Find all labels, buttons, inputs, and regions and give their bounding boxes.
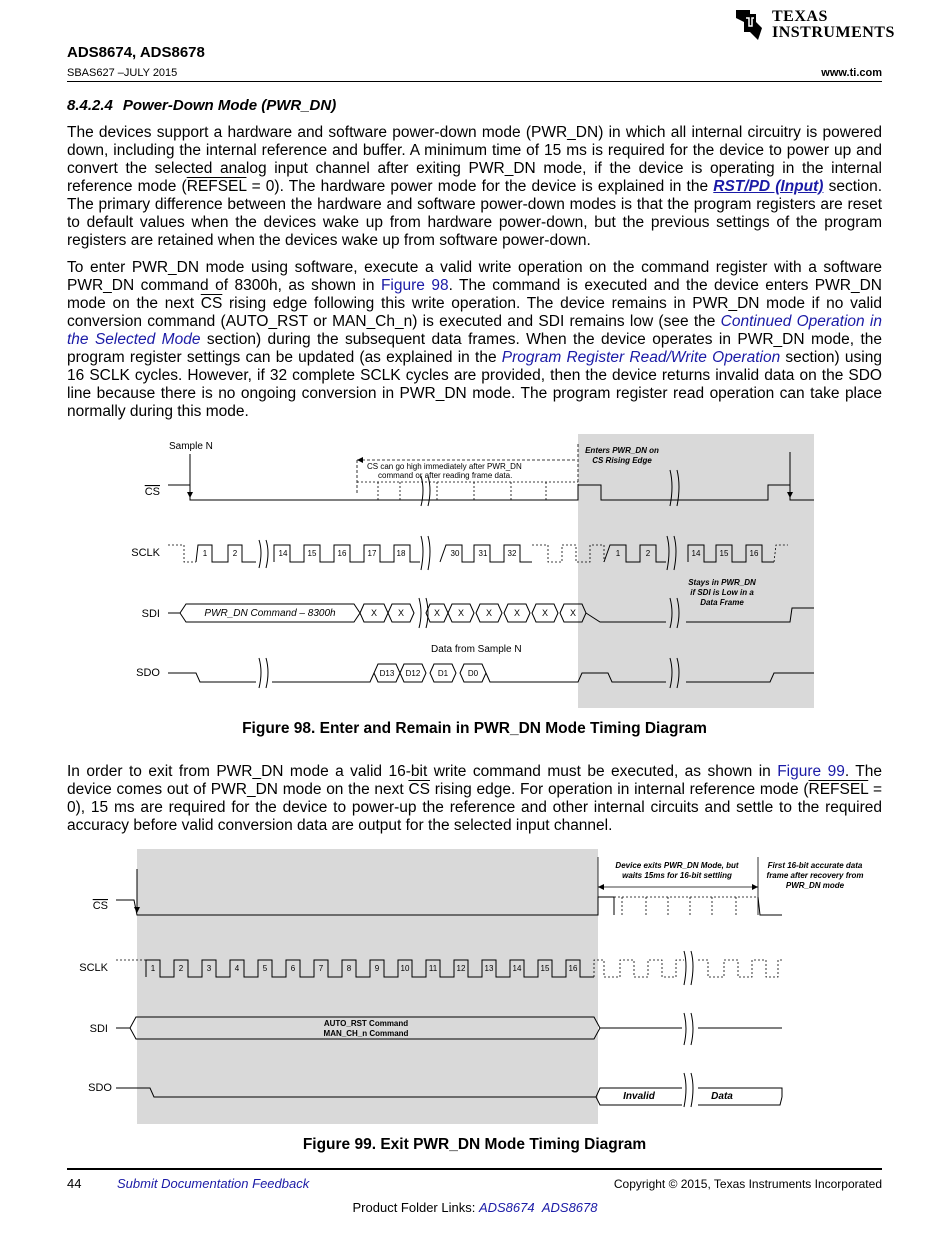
sdo-d13: D13 bbox=[379, 669, 395, 678]
logo-line-2: INSTRUMENTS bbox=[772, 24, 895, 41]
stays-pwrdn-line-2: if SDI is Low in a bbox=[690, 588, 754, 597]
f98-sclk-2b: 2 bbox=[645, 549, 651, 558]
figure-98-link[interactable]: Figure 98 bbox=[380, 277, 449, 294]
f98-sclk-1: 1 bbox=[202, 549, 208, 558]
sdi-auto-rst: AUTO_RST Command bbox=[323, 1019, 409, 1028]
sdo-d1: D1 bbox=[437, 669, 449, 678]
cs-signal: $\overline{CS}$ bbox=[200, 295, 223, 312]
f98-sclk-15: 15 bbox=[307, 549, 317, 558]
rst-pd-link[interactable]: RST/PD (Input) bbox=[713, 178, 824, 195]
continued-operation-link[interactable]: Continued Operation in the Selected Mode bbox=[67, 313, 882, 348]
first-frame-line-1: First 16-bit accurate data bbox=[767, 861, 863, 870]
f99-sclk-10: 10 bbox=[400, 964, 410, 973]
stays-pwrdn-line-1: Stays in PWR_DN bbox=[688, 578, 756, 587]
enters-pwrdn-line-2: CS Rising Edge bbox=[592, 456, 652, 465]
cs-note-line-1: CS can go high immediately after PWR_DN bbox=[367, 462, 522, 471]
para3-text-c: rising edge. For operation in internal reference mode ( bbox=[429, 781, 809, 798]
product-folder-links bbox=[0, 1200, 950, 1215]
f98-sclk-2: 2 bbox=[232, 549, 238, 558]
sdo-d12: D12 bbox=[405, 669, 421, 678]
sdi-x-3: X bbox=[433, 608, 441, 618]
program-register-link[interactable]: Program Register Read/Write Operation bbox=[501, 349, 781, 366]
para2-text-a: To enter PWR_DN mode using software, execute a valid write operation on the command register with a software PWR_DN command of 8300h, as shown in bbox=[67, 259, 882, 294]
para3-text-b: . The device comes out of PWR_DN mode on the next bbox=[67, 763, 882, 798]
paragraph-2 bbox=[67, 259, 882, 421]
first-frame-line-2: frame after recovery from bbox=[766, 871, 864, 880]
figure-98-diagram bbox=[0, 430, 950, 715]
f98-sclk-32: 32 bbox=[507, 549, 517, 558]
f99-sclk-4: 4 bbox=[234, 964, 240, 973]
fig99-label-sdi: SDI bbox=[89, 1023, 108, 1035]
logo-line-1: TEXAS bbox=[772, 8, 828, 25]
product-folder-label: Product Folder Links: bbox=[352, 1200, 479, 1215]
exit-note-line-2: waits 15ms for 16-bit settling bbox=[622, 871, 732, 880]
feedback-link[interactable]: Submit Documentation Feedback bbox=[117, 1176, 310, 1191]
f99-sclk-1: 1 bbox=[150, 964, 156, 973]
stays-pwrdn-line-3: Data Frame bbox=[700, 598, 744, 607]
f98-sclk-16: 16 bbox=[337, 549, 347, 558]
f98-sclk-16b: 16 bbox=[749, 549, 759, 558]
sdi-x-1: X bbox=[370, 608, 378, 618]
para2-text-c: rising edge following this write operation. The device remains in PWR_DN mode if no valid conversion command (AUTO_RST or MAN_Ch_n) is executed and SDI remains low (see the bbox=[67, 295, 882, 330]
fig99-break-marks bbox=[684, 951, 693, 1107]
header-rule bbox=[67, 81, 882, 82]
fig98-label-sdo: SDO bbox=[136, 667, 160, 679]
f99-sclk-15: 15 bbox=[540, 964, 550, 973]
sdi-x-8: X bbox=[569, 608, 577, 618]
sdi-x-2: X bbox=[397, 608, 405, 618]
f99-sclk-2: 2 bbox=[178, 964, 184, 973]
f99-sclk-6: 6 bbox=[290, 964, 296, 973]
cs-signal-2: $\overline{CS}$ bbox=[408, 781, 430, 798]
f99-sclk-12: 12 bbox=[456, 964, 466, 973]
sdi-x-7: X bbox=[541, 608, 549, 618]
f99-sclk-14: 14 bbox=[512, 964, 522, 973]
f99-sclk-3: 3 bbox=[206, 964, 212, 973]
ads8674-link[interactable]: ADS8674 bbox=[478, 1200, 535, 1215]
para2-text-b: . The command is executed and the device enters PWR_DN mode on the next bbox=[67, 277, 882, 312]
fig99-label-sdo: SDO bbox=[88, 1082, 112, 1094]
fig98-label-sdi: SDI bbox=[141, 608, 160, 620]
f98-sclk-15b: 15 bbox=[719, 549, 729, 558]
f98-sclk-1b: 1 bbox=[615, 549, 621, 558]
cs-note-line-2: command or after reading frame data. bbox=[378, 471, 513, 480]
f99-sclk-7: 7 bbox=[318, 964, 324, 973]
paragraph-3 bbox=[67, 763, 882, 835]
sdi-pwrdn-command: PWR_DN Command – 8300h bbox=[204, 608, 336, 619]
fig98-sdo-waveform bbox=[168, 673, 374, 682]
f98-sclk-14b: 14 bbox=[691, 549, 701, 558]
section-heading bbox=[67, 97, 336, 114]
ti-logo-icon bbox=[732, 8, 766, 42]
para3-text-d: = 0), 15 ms are required for the device to power-up the reference and other internal circuits and settle to the required accuracy before valid conversion data are output for the selected input channel. bbox=[67, 781, 883, 834]
page-number: 44 bbox=[67, 1176, 82, 1191]
sdo-d0: D0 bbox=[467, 669, 479, 678]
f99-sclk-13: 13 bbox=[484, 964, 494, 973]
figure-98-caption: Figure 98. Enter and Remain in PWR_DN Mode Timing Diagram bbox=[242, 720, 707, 737]
f99-sclk-16: 16 bbox=[568, 964, 578, 973]
copyright: Copyright © 2015, Texas Instruments Incorporated bbox=[613, 1177, 882, 1191]
figure-99-caption: Figure 99. Exit PWR_DN Mode Timing Diagram bbox=[302, 1136, 647, 1153]
section-number: 8.4.2.4 bbox=[67, 97, 113, 114]
sdi-x-6: X bbox=[513, 608, 521, 618]
doc-id: SBAS627 –JULY 2015 bbox=[67, 67, 178, 79]
part-numbers: ADS8674, ADS8678 bbox=[67, 44, 205, 61]
fig99-label-cs: CS bbox=[92, 900, 108, 912]
refsel-signal-2: REFSEL bbox=[808, 781, 869, 798]
website-link[interactable]: www.ti.com bbox=[821, 67, 882, 79]
data-from-sample-label: Data from Sample N bbox=[431, 644, 522, 655]
sdo-data-label: Data bbox=[711, 1091, 733, 1102]
pwrdn-shaded-region-2 bbox=[137, 849, 598, 1124]
f98-sclk-18: 18 bbox=[396, 549, 406, 558]
f99-sclk-9: 9 bbox=[374, 964, 380, 973]
fig99-label-sclk: SCLK bbox=[79, 962, 108, 974]
para1-text-c: section. The primary difference between the hardware and software power-down modes is that the program registers are reset to default values when the devices wake up from hardware power-down, but the previous settings of the program registers are retained when the devices wake up from software power-down. bbox=[67, 178, 883, 249]
sample-n-label: Sample N bbox=[169, 441, 213, 452]
f99-sclk-8: 8 bbox=[346, 964, 352, 973]
f98-sclk-30: 30 bbox=[450, 549, 460, 558]
f98-sclk-31: 31 bbox=[478, 549, 488, 558]
figure-99-diagram bbox=[0, 845, 950, 1130]
section-title: Power-Down Mode (PWR_DN) bbox=[122, 97, 337, 114]
first-frame-line-3: PWR_DN mode bbox=[785, 881, 845, 890]
sdo-invalid-label: Invalid bbox=[623, 1091, 655, 1102]
fig98-label-sclk: SCLK bbox=[131, 547, 160, 559]
sdi-x-4: X bbox=[457, 608, 465, 618]
ti-logo bbox=[732, 8, 895, 42]
ads8678-link[interactable]: ADS8678 bbox=[541, 1200, 598, 1215]
refsel-signal: REFSEL bbox=[186, 178, 247, 195]
footer-rule bbox=[67, 1168, 882, 1170]
f99-sclk-5: 5 bbox=[262, 964, 268, 973]
f99-sclk-11: 11 bbox=[428, 964, 438, 973]
fig98-label-cs: CS bbox=[144, 486, 160, 498]
exit-note-line-1: Device exits PWR_DN Mode, but bbox=[615, 861, 739, 870]
sdi-x-5: X bbox=[485, 608, 493, 618]
sdi-man-ch: MAN_CH_n Command bbox=[323, 1029, 409, 1038]
para2-text-e: section) using 16 SCLK cycles. However, if 32 complete SCLK cycles are provided, then the device returns invalid data on the SDO line because there is no ongoing conversion in PWR_DN mode. The program register read operation can take place normally during this mode. bbox=[67, 349, 882, 420]
para1-text-b: = 0). The hardware power mode for the device is explained in the bbox=[246, 178, 714, 195]
enters-pwrdn-line-1: Enters PWR_DN on bbox=[585, 446, 659, 455]
f98-sclk-17: 17 bbox=[367, 549, 377, 558]
figure-99-link[interactable]: Figure 99 bbox=[777, 763, 845, 780]
paragraph-1 bbox=[67, 124, 882, 250]
para2-text-d: section) during the subsequent data frames. When the device operates in PWR_DN mode, the program register settings can be updated (as explained in the bbox=[67, 331, 882, 366]
pwrdn-shaded-region bbox=[578, 434, 814, 708]
para1-text-a: The devices support a hardware and software power-down mode (PWR_DN) in which all internal circuitry is powered down, including the internal reference and buffer. A minimum time of 15 ms is required for the device to power up and convert the selected analog input channel after exiting PWR_DN mode, if the device is operating in the internal reference mode ( bbox=[67, 124, 882, 195]
f98-sclk-14: 14 bbox=[278, 549, 288, 558]
para3-text-a: In order to exit from PWR_DN mode a valid 16-bit write command must be executed, as shown in bbox=[67, 763, 778, 780]
